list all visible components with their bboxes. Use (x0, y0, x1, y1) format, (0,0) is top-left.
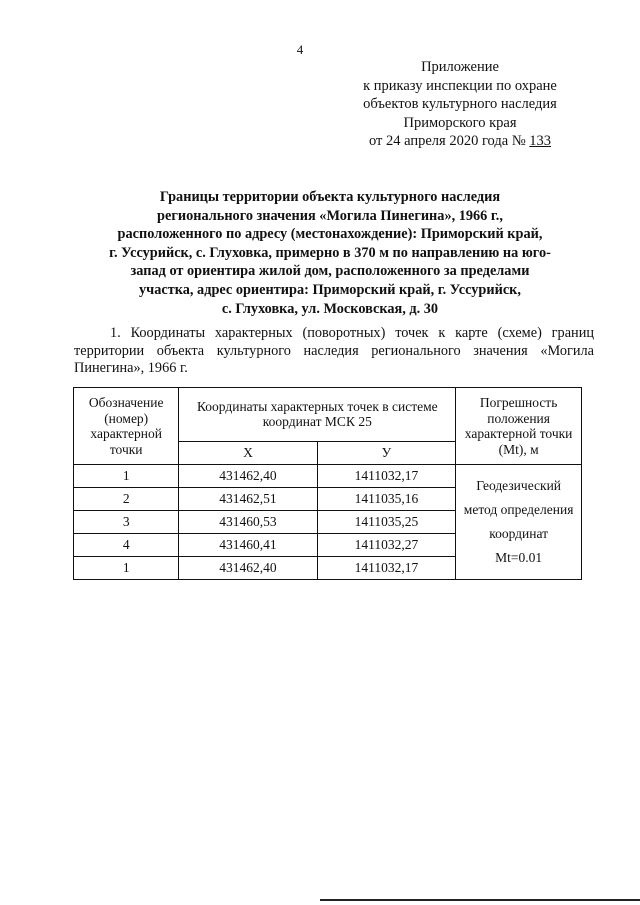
cell-x: 431462,40 (179, 465, 317, 488)
header-designation: Обозначение (номер) характерной точки (74, 388, 179, 465)
title-line: с. Глуховка, ул. Московская, д. 30 (221, 300, 439, 317)
document-title (60, 188, 600, 318)
appendix-line: объектов культурного наследия (363, 96, 557, 112)
title-line: расположенного по адресу (местонахождение): Приморский край, (117, 226, 543, 243)
cell-y: 1411032,17 (317, 557, 456, 580)
cell-point: 4 (74, 534, 179, 557)
order-number: 133 (529, 133, 552, 149)
header-error: Погрешность положения характерной точки (Mt), м (456, 388, 582, 465)
table-row (74, 465, 582, 488)
appendix-header (340, 58, 580, 151)
header-x: X (179, 441, 317, 464)
error-line: координат (489, 526, 549, 541)
cell-error-method (456, 465, 582, 580)
title-line: г. Уссурийск, с. Глуховка, примерно в 370 м по направлению на юго- (109, 244, 551, 261)
cell-y: 1411032,17 (317, 465, 456, 488)
cell-x: 431460,41 (179, 534, 317, 557)
table-header-row (74, 388, 582, 442)
appendix-line: к приказу инспекции по охране (363, 77, 557, 94)
paragraph-coordinates-intro: 1. Координаты характерных (поворотных) точек к карте (схеме) границ территории объекта культурного наследия регионального значения «Могила Пинегина», 1966 г. (74, 325, 594, 377)
header-y: У (317, 441, 456, 464)
error-line: метод определения (463, 502, 574, 517)
appendix-line: Приморского края (403, 114, 517, 131)
title-line: запад от ориентира жилой дом, расположенного за пределами (130, 263, 530, 280)
appendix-date: от 24 апреля 2020 года № (368, 133, 526, 149)
cell-point: 1 (74, 465, 179, 488)
error-line: Геодезический (476, 478, 562, 493)
cell-point: 1 (74, 557, 179, 580)
header-coordinates: Координаты характерных точек в системе координат МСК 25 (179, 388, 456, 442)
title-line: регионального значения «Могила Пинегина», 1966 г., (157, 207, 503, 224)
page-number: 4 (296, 42, 304, 57)
cell-y: 1411032,27 (317, 534, 456, 557)
cell-y: 1411035,25 (317, 511, 456, 534)
title-line: участка, адрес ориентира: Приморский край, г. Уссурийск, (139, 281, 521, 298)
title-line: Границы территории объекта культурного наследия (159, 189, 501, 205)
appendix-line: Приложение (421, 59, 499, 75)
cell-point: 2 (74, 488, 179, 511)
cell-x: 431462,51 (179, 488, 317, 511)
cell-x: 431460,53 (179, 511, 317, 534)
cell-y: 1411035,16 (317, 488, 456, 511)
scan-edge-line (320, 899, 640, 901)
cell-x: 431462,40 (179, 557, 317, 580)
cell-point: 3 (74, 511, 179, 534)
error-line: Mt=0.01 (495, 550, 543, 565)
appendix-date-line (340, 132, 580, 151)
coordinates-table (73, 387, 582, 580)
